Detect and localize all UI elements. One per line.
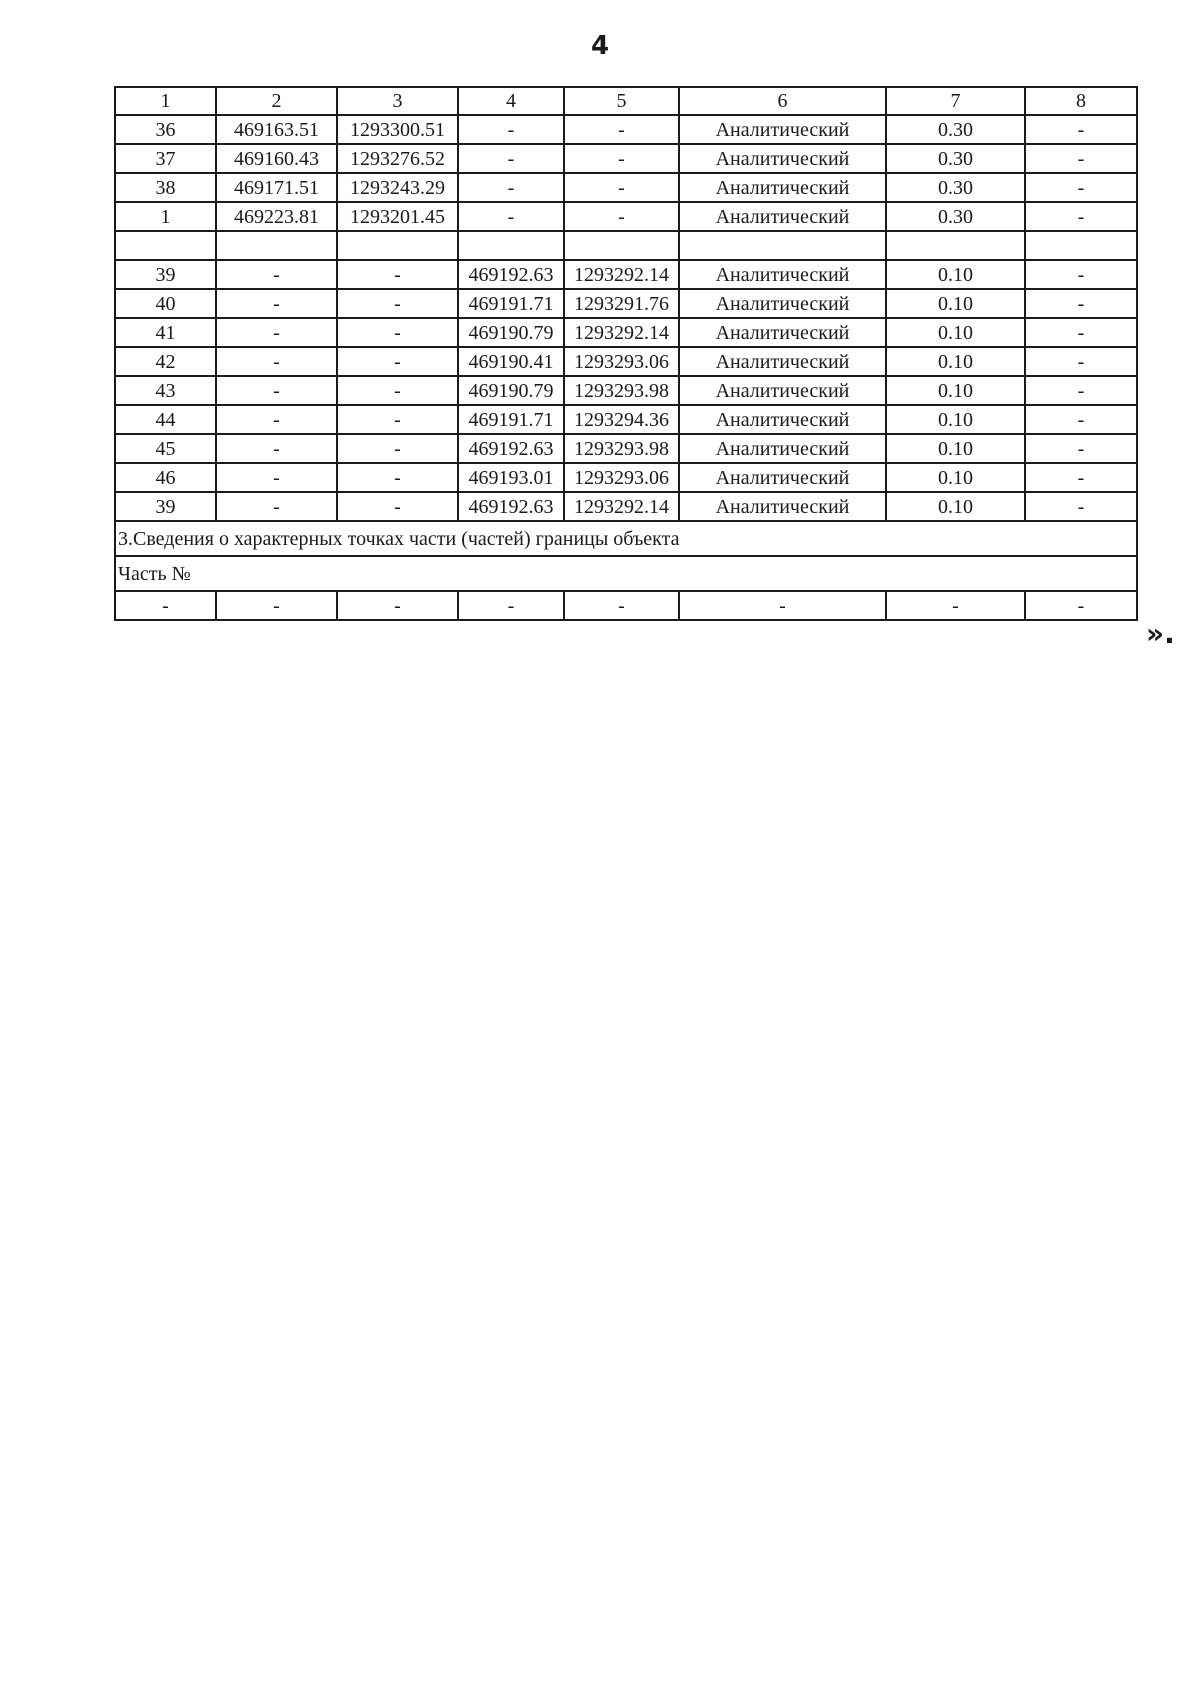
table-cell: 1 (115, 202, 216, 231)
table-cell: - (1025, 289, 1137, 318)
table-cell: - (337, 434, 458, 463)
table-cell: 0.10 (886, 347, 1025, 376)
table-cell: - (337, 347, 458, 376)
table-cell: - (458, 173, 564, 202)
table-cell: - (564, 115, 679, 144)
table-cell: 44 (115, 405, 216, 434)
table-cell: 46 (115, 463, 216, 492)
table-cell: - (564, 173, 679, 202)
table-cell: 0.10 (886, 405, 1025, 434)
table-cell: - (1025, 173, 1137, 202)
table-cell: - (679, 591, 886, 620)
table-cell: 45 (115, 434, 216, 463)
table-cell: - (216, 591, 337, 620)
table-cell: 469193.01 (458, 463, 564, 492)
table-cell: - (564, 202, 679, 231)
table-cell: - (564, 591, 679, 620)
table-cell: 0.10 (886, 434, 1025, 463)
table-cell: 1293292.14 (564, 260, 679, 289)
table-row (115, 434, 1137, 463)
table-cell: 469160.43 (216, 144, 337, 173)
table-cell: 469190.79 (458, 376, 564, 405)
table-cell: 6 (679, 87, 886, 115)
table-cell: 469192.63 (458, 434, 564, 463)
table-cell: 0.10 (886, 318, 1025, 347)
table-cell: Аналитический (679, 376, 886, 405)
table-cell: - (337, 289, 458, 318)
table-cell: 1293293.98 (564, 376, 679, 405)
table-empty-row (115, 231, 1137, 260)
table-cell: - (1025, 376, 1137, 405)
table-cell: 469192.63 (458, 260, 564, 289)
table-cell: 469163.51 (216, 115, 337, 144)
table-cell: Аналитический (679, 463, 886, 492)
table-cell: 5 (564, 87, 679, 115)
table-cell: - (1025, 260, 1137, 289)
table-cell: - (337, 260, 458, 289)
table-cell: 37 (115, 144, 216, 173)
table-cell: 1293243.29 (337, 173, 458, 202)
table-cell: - (1025, 492, 1137, 521)
table-cell: - (1025, 144, 1137, 173)
table-row (115, 115, 1137, 144)
table-row (115, 492, 1137, 521)
table-cell: 0.30 (886, 202, 1025, 231)
table-cell: - (216, 347, 337, 376)
table-cell: - (337, 318, 458, 347)
table-row (115, 173, 1137, 202)
table-cell: 1293292.14 (564, 492, 679, 521)
section-title-row-cell: 3.Сведения о характерных точках части (частей) границы объекта (115, 521, 1137, 556)
table-cell: - (216, 463, 337, 492)
table-row (115, 260, 1137, 289)
table-cell: 4 (458, 87, 564, 115)
table-cell: Аналитический (679, 318, 886, 347)
table-cell: 1293294.36 (564, 405, 679, 434)
table-cell (458, 231, 564, 260)
table-cell: - (216, 492, 337, 521)
table-cell: 0.10 (886, 492, 1025, 521)
table-cell (1025, 231, 1137, 260)
table-cell: - (458, 144, 564, 173)
table-row (115, 289, 1137, 318)
table-cell: Аналитический (679, 260, 886, 289)
table-cell (564, 231, 679, 260)
table-cell: 1293276.52 (337, 144, 458, 173)
table-row (115, 144, 1137, 173)
table-cell: - (115, 591, 216, 620)
table-cell: 469192.63 (458, 492, 564, 521)
table-cell: 469191.71 (458, 405, 564, 434)
table-cell (337, 231, 458, 260)
table-cell: 0.30 (886, 115, 1025, 144)
table-cell: - (458, 202, 564, 231)
table-cell: 0.10 (886, 289, 1025, 318)
table-row (115, 376, 1137, 405)
table-cell: 1293292.14 (564, 318, 679, 347)
page-number: 4 (590, 31, 610, 61)
table-cell: 7 (886, 87, 1025, 115)
table-cell: 40 (115, 289, 216, 318)
table-cell: 0.30 (886, 144, 1025, 173)
table-cell: - (1025, 434, 1137, 463)
table-cell (216, 231, 337, 260)
table-cell: 43 (115, 376, 216, 405)
section-title-row (115, 521, 1137, 556)
table-final-row (115, 591, 1137, 620)
table-cell (679, 231, 886, 260)
part-label-row (115, 556, 1137, 591)
table-cell: - (1025, 115, 1137, 144)
table-cell: Аналитический (679, 173, 886, 202)
table-body (115, 87, 1137, 620)
table-cell: 0.30 (886, 173, 1025, 202)
table-cell: 469191.71 (458, 289, 564, 318)
table-cell: 1293291.76 (564, 289, 679, 318)
table-cell: 469171.51 (216, 173, 337, 202)
table-cell: 0.10 (886, 260, 1025, 289)
table-row (115, 463, 1137, 492)
table-cell: 38 (115, 173, 216, 202)
table-row (115, 347, 1137, 376)
table-cell: 1 (115, 87, 216, 115)
table-cell: 39 (115, 492, 216, 521)
table-cell: Аналитический (679, 144, 886, 173)
table-cell: 469223.81 (216, 202, 337, 231)
table-cell: - (216, 405, 337, 434)
table-cell: Аналитический (679, 492, 886, 521)
table-cell: 0.10 (886, 463, 1025, 492)
table-cell: 36 (115, 115, 216, 144)
table-cell: Аналитический (679, 434, 886, 463)
table-row (115, 202, 1137, 231)
table-cell: 0.10 (886, 376, 1025, 405)
table-cell: - (216, 376, 337, 405)
table-cell: - (564, 144, 679, 173)
table-cell: - (337, 492, 458, 521)
table-cell: - (337, 376, 458, 405)
table-cell: 42 (115, 347, 216, 376)
coordinates-table (114, 86, 1138, 621)
table-cell: - (1025, 463, 1137, 492)
table-cell: 1293293.06 (564, 347, 679, 376)
table-header-row (115, 87, 1137, 115)
part-label-row-cell: Часть № (115, 556, 1137, 591)
table-cell: - (337, 405, 458, 434)
table-cell: 3 (337, 87, 458, 115)
table-cell: 39 (115, 260, 216, 289)
table-cell: - (216, 260, 337, 289)
table-cell: 2 (216, 87, 337, 115)
table-cell: - (216, 318, 337, 347)
table-cell: - (886, 591, 1025, 620)
table-cell (886, 231, 1025, 260)
closing-quote-mark: ». (1146, 617, 1175, 650)
table-cell: 41 (115, 318, 216, 347)
table-cell: Аналитический (679, 405, 886, 434)
table-cell: Аналитический (679, 289, 886, 318)
table-cell: 1293201.45 (337, 202, 458, 231)
table-cell: 469190.41 (458, 347, 564, 376)
table-cell: - (216, 434, 337, 463)
table-cell: 469190.79 (458, 318, 564, 347)
table-cell: - (458, 115, 564, 144)
table-cell: 1293293.06 (564, 463, 679, 492)
table-cell: - (1025, 591, 1137, 620)
table-cell: - (1025, 405, 1137, 434)
table-cell: Аналитический (679, 115, 886, 144)
table-cell: 1293293.98 (564, 434, 679, 463)
table-row (115, 405, 1137, 434)
table-cell: - (1025, 318, 1137, 347)
table-cell: - (337, 463, 458, 492)
table-row (115, 318, 1137, 347)
table-cell: Аналитический (679, 202, 886, 231)
table-cell: 1293300.51 (337, 115, 458, 144)
table-cell: 8 (1025, 87, 1137, 115)
table-cell: - (458, 591, 564, 620)
table-cell: - (1025, 202, 1137, 231)
table-cell (115, 231, 216, 260)
table-cell: - (216, 289, 337, 318)
table-cell: Аналитический (679, 347, 886, 376)
table-cell: - (1025, 347, 1137, 376)
table-cell: - (337, 591, 458, 620)
